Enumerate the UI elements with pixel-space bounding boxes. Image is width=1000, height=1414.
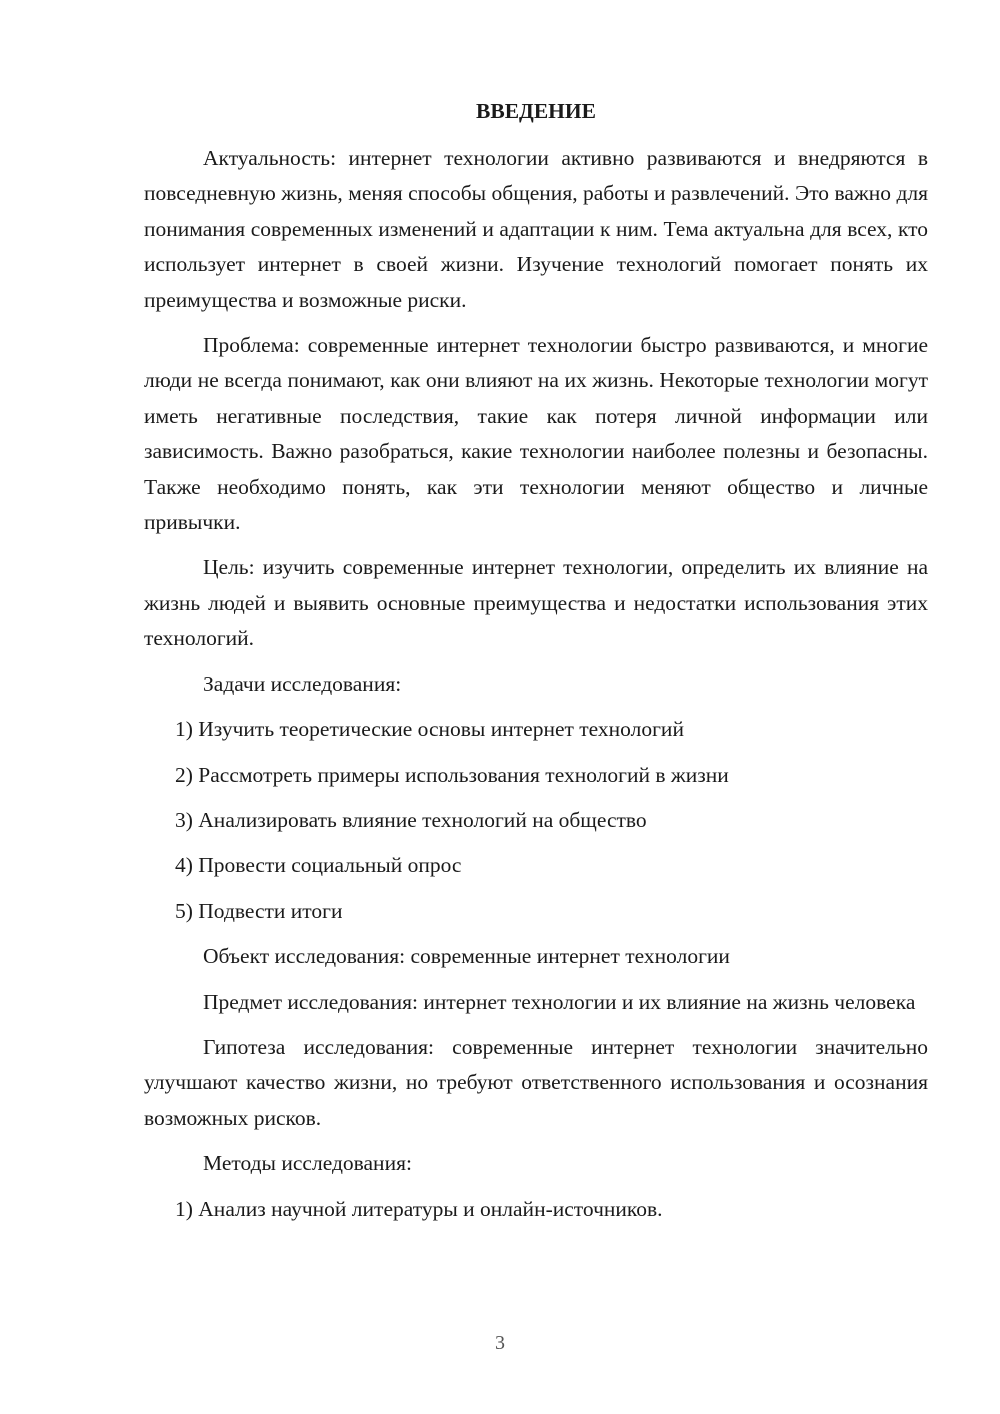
- methods-heading: Методы исследования:: [203, 1151, 412, 1176]
- method-item: 1) Анализ научной литературы и онлайн-источников.: [175, 1196, 663, 1221]
- page-number: 3: [495, 1332, 505, 1354]
- relevance-paragraph: Актуальность: интернет технологии активно развиваются и внедряются в повседневную жизнь, меняя способы общения, работы и развлечений. Это важно для понимания современных изменений и адаптации к ним. Тема актуальна для всех, кто использует интернет в своей жизни. Изучение технологий помогает понять их преимущества и возможные риски.: [144, 146, 928, 312]
- task-item: 4) Провести социальный опрос: [175, 853, 462, 878]
- page-content: [144, 94, 928, 1227]
- task-item: 5) Подвести итоги: [175, 898, 343, 923]
- problem-paragraph: Проблема: современные интернет технологии быстро развиваются, и многие люди не всегда понимают, как они влияют на их жизнь. Некоторые технологии могут иметь негативные последствия, такие как потеря личной информации или зависимость. Важно разобраться, какие технологии наиболее полезны и безопасны. Также необходимо понять, как эти технологии меняют общество и личные привычки.: [144, 333, 928, 535]
- task-item: 1) Изучить теоретические основы интернет технологий: [175, 717, 684, 742]
- hypothesis-paragraph: Гипотеза исследования: современные интернет технологии значительно улучшают качество жизни, но требуют ответственного использования и осознания возможных рисков.: [144, 1034, 928, 1130]
- task-item: 2) Рассмотреть примеры использования технологий в жизни: [175, 762, 729, 787]
- tasks-heading: Задачи исследования:: [203, 671, 402, 696]
- task-item: 3) Анализировать влияние технологий на общество: [175, 807, 647, 832]
- object-paragraph: Объект исследования: современные интернет технологии: [203, 944, 730, 969]
- goal-paragraph: Цель: изучить современные интернет технологии, определить их влияние на жизнь людей и выявить основные преимущества и недостатки использования этих технологий.: [144, 555, 928, 651]
- section-title: ВВЕДЕНИЕ: [476, 99, 596, 123]
- subject-paragraph: Предмет исследования: интернет технологии и их влияние на жизнь человека: [203, 989, 916, 1014]
